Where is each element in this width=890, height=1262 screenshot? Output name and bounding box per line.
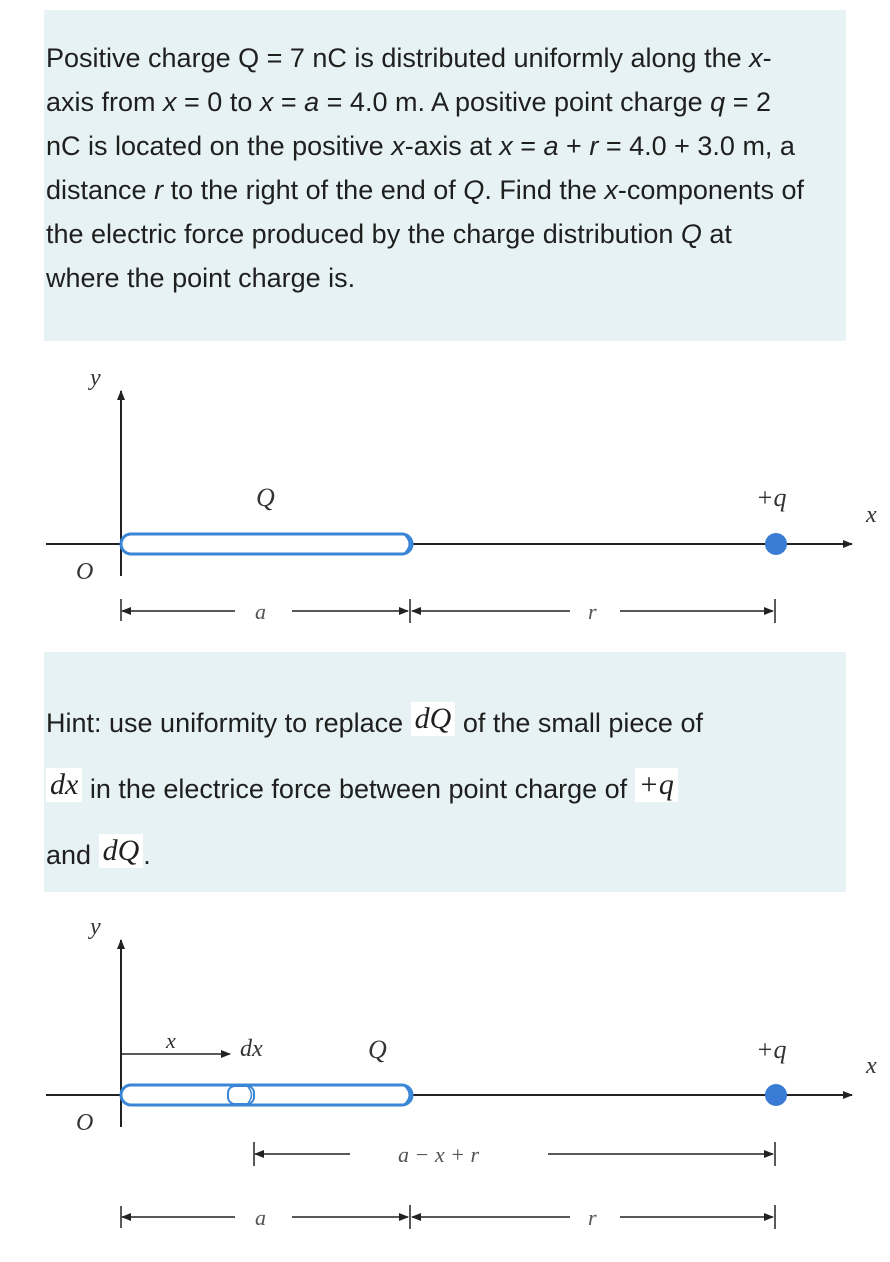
math-dQ-2: dQ <box>99 834 144 868</box>
math-dx: dx <box>46 768 82 802</box>
Q-label-2: Q <box>368 1035 387 1064</box>
hint-text: Hint: use uniformity to replace dQ of the small piece of dx in the electrice force between point charge of +q and dQ . <box>46 702 703 870</box>
dx-label: dx <box>240 1036 263 1062</box>
x-axis-label-2: x <box>866 1053 877 1079</box>
origin-label-2: O <box>76 1110 94 1136</box>
diagram-charge-element <box>0 892 890 1254</box>
dim-r-label-2: r <box>588 1205 597 1230</box>
diagram-1-svg <box>0 341 890 652</box>
origin-label: O <box>76 559 94 585</box>
x-axis-label: x <box>866 502 877 528</box>
point-charge-label: +q <box>756 483 787 512</box>
dist-label: a − x + r <box>398 1142 480 1167</box>
charged-rod <box>121 534 412 554</box>
problem-statement: Positive charge Q = 7 nC is distributed uniformly along the x-axis from x = 0 to x = a = 4.0 m. A positive point charge q = 2 nC is located on the positive x-axis at x = a + r = 4.0 + 3.0 m, a distance r to the right of the end of Q. Find the x-components of the electric force produced by the charge distribution Q at where the point charge is. <box>46 43 804 293</box>
dim-a-label: a <box>255 599 266 624</box>
dim-a-label-2: a <box>255 1205 266 1230</box>
charged-rod-2 <box>121 1085 412 1105</box>
dim-r-label: r <box>588 599 597 624</box>
diagram-charge-rod <box>0 341 890 652</box>
y-axis-label: y <box>90 365 101 391</box>
math-dQ: dQ <box>411 702 456 736</box>
point-charge-2 <box>765 1084 787 1106</box>
diagram-2-svg <box>0 892 890 1254</box>
x-position-label: x <box>166 1028 176 1053</box>
point-charge-label-2: +q <box>756 1035 787 1064</box>
Q-label: Q <box>256 483 275 512</box>
math-plus-q: +q <box>635 768 678 802</box>
y-axis-label-2: y <box>90 914 101 940</box>
point-charge <box>765 533 787 555</box>
